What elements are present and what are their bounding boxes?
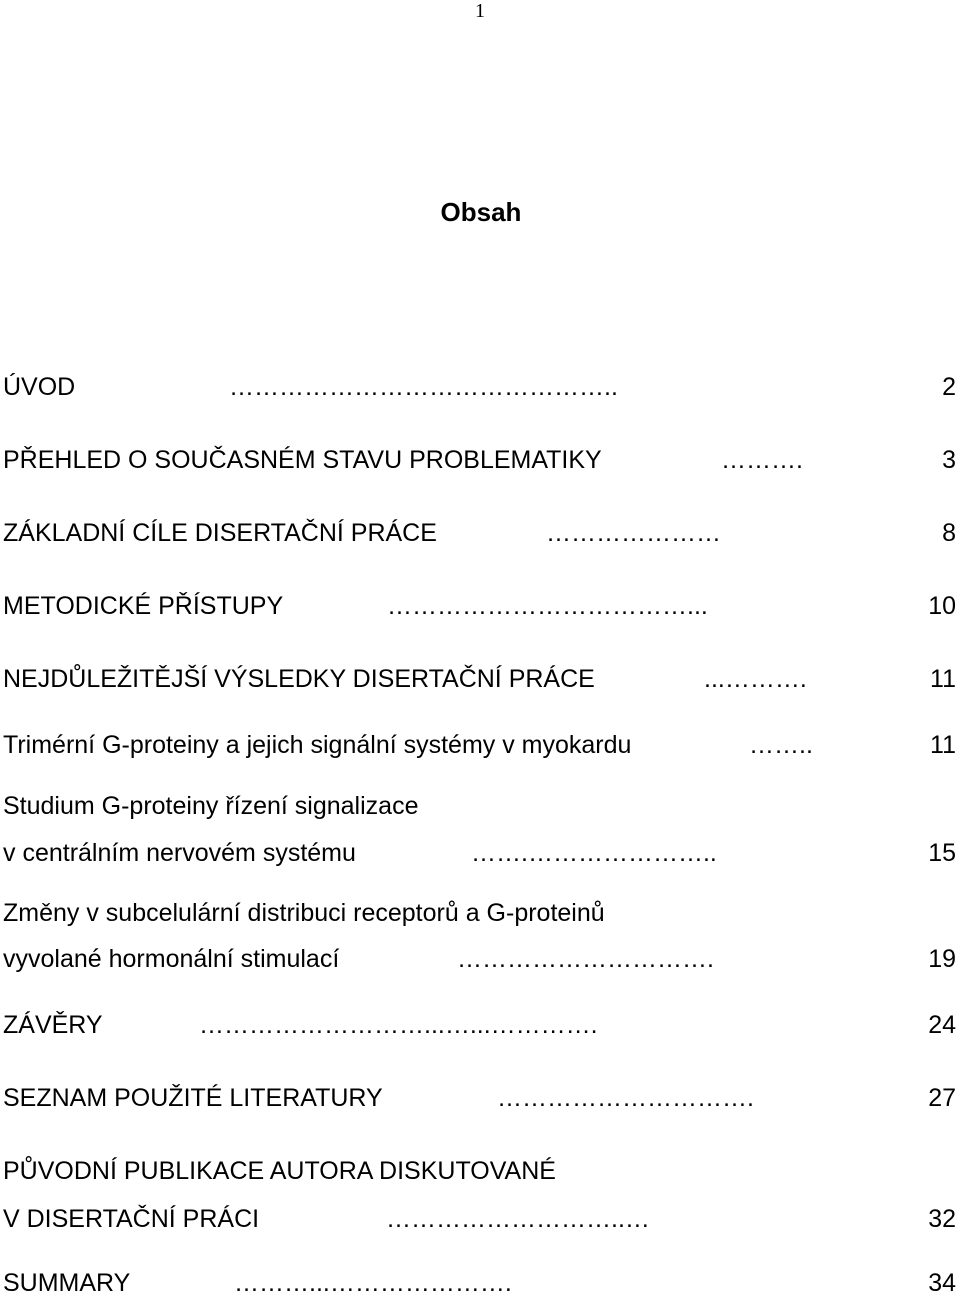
toc-entry-studium-g-proteiny[interactable] <box>3 836 956 870</box>
toc-entry-label: PŘEHLED O SOUČASNÉM STAVU PROBLEMATIKY <box>3 446 602 474</box>
toc-page-number: 2 <box>942 373 956 401</box>
toc-page-number: 34 <box>928 1269 956 1297</box>
toc-entry-seznam-literatury[interactable] <box>3 1081 956 1115</box>
toc-leader-dots: ……………………………………….. <box>229 373 618 401</box>
toc-leader-dots: ………………………...…...…………. <box>199 1011 598 1039</box>
toc-page-number: 27 <box>928 1084 956 1112</box>
toc-page-number: 8 <box>942 519 956 547</box>
toc-entry-zmeny-distribuci-line1[interactable] <box>3 896 956 930</box>
toc-entry-trimerni-g-proteiny[interactable] <box>3 728 956 762</box>
toc-entry-label: ZÁVĚRY <box>3 1011 103 1039</box>
toc-leader-dots: ………………… <box>546 519 721 547</box>
toc-page-number: 10 <box>928 592 956 620</box>
toc-page-number: 32 <box>928 1205 956 1233</box>
toc-entry-label: SEZNAM POUŽITÉ LITERATURY <box>3 1084 383 1112</box>
toc-page-number: 11 <box>930 731 956 759</box>
toc-entry-puvodni-publikace-line1[interactable] <box>3 1154 956 1188</box>
toc-leader-dots: ………...…………………. <box>234 1269 512 1297</box>
toc-entry-label: v centrálním nervovém systému <box>3 839 356 867</box>
toc-page-number: 19 <box>928 945 956 973</box>
toc-entry-zavery[interactable] <box>3 1008 956 1042</box>
toc-entry-label: vyvolané hormonální stimulací <box>3 945 340 973</box>
toc-entry-label: Trimérní G-proteiny a jejich signální systémy v myokardu <box>3 731 632 759</box>
toc-entry-label: ÚVOD <box>3 373 76 401</box>
toc-entry-zmeny-distribuci[interactable] <box>3 942 956 976</box>
toc-entry-label: V DISERTAČNÍ PRÁCI <box>3 1205 260 1233</box>
toc-entry-label: PŮVODNÍ PUBLIKACE AUTORA DISKUTOVANÉ <box>3 1157 556 1185</box>
toc-entry-label: ZÁKLADNÍ CÍLE DISERTAČNÍ PRÁCE <box>3 519 437 547</box>
toc-leader-dots: …………………………. <box>457 945 714 973</box>
page-number: 1 <box>475 0 485 22</box>
page-title: Obsah <box>440 197 522 227</box>
toc-leader-dots: …………………………. <box>497 1084 754 1112</box>
toc-entry-label: NEJDŮLEŽITĚJŠÍ VÝSLEDKY DISERTAČNÍ PRÁCE <box>3 665 595 693</box>
toc-page-number: 24 <box>928 1011 956 1039</box>
toc-entry-label: SUMMARY <box>3 1269 131 1297</box>
toc-leader-dots: ...………. <box>704 665 807 693</box>
toc-entry-prehled[interactable] <box>3 443 956 477</box>
toc-entry-nejdulezitejsi-vysledky[interactable] <box>3 662 956 696</box>
toc-page-number: 3 <box>942 446 956 474</box>
toc-leader-dots: ………. <box>721 446 803 474</box>
toc-page-number: 15 <box>928 839 956 867</box>
toc-page-number: 11 <box>930 665 956 693</box>
toc-entry-uvod[interactable] <box>3 370 956 404</box>
toc-leader-dots: ………………………………... <box>387 592 708 620</box>
toc-leader-dots: …….………………….. <box>471 839 717 867</box>
toc-entry-zakladni-cile[interactable] <box>3 516 956 550</box>
toc-entry-label: METODICKÉ PŘÍSTUPY <box>3 592 284 620</box>
toc-entry-studium-g-proteiny-line1[interactable] <box>3 789 956 823</box>
toc-entry-puvodni-publikace[interactable] <box>3 1202 956 1236</box>
toc-entry-summary[interactable] <box>3 1266 956 1300</box>
toc-leader-dots: ………………………..… <box>386 1205 650 1233</box>
toc-entry-metodicke-pristupy[interactable] <box>3 589 956 623</box>
toc-entry-label: Studium G-proteiny řízení signalizace <box>3 792 419 820</box>
toc-leader-dots: …….. <box>749 731 813 759</box>
toc-entry-label: Změny v subcelulární distribuci receptorů a G-proteinů <box>3 899 605 927</box>
